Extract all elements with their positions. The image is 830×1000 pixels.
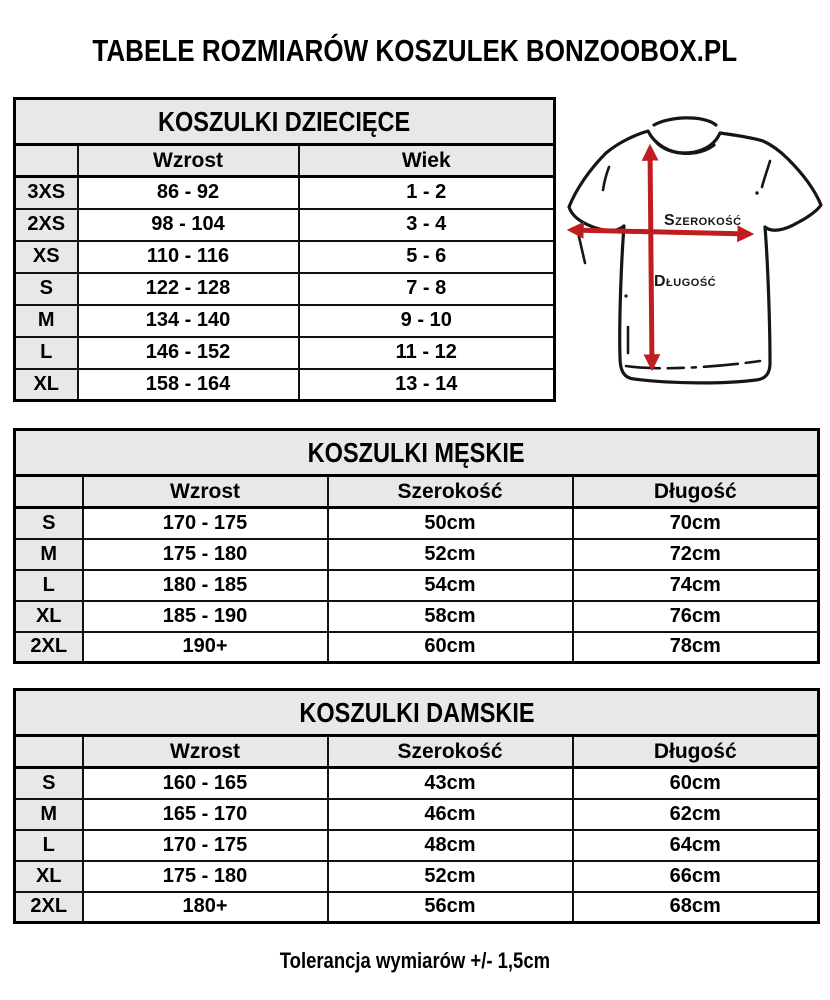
height-cell: 110 - 116 <box>78 241 299 273</box>
page-title <box>0 33 830 69</box>
height-cell: 160 - 165 <box>83 768 328 799</box>
men-col-header-width: Szerokość <box>328 476 573 508</box>
size-cell: 2XL <box>15 632 83 663</box>
women-size-table <box>13 688 820 924</box>
kids-table-title <box>15 99 555 145</box>
kids-col-header-size <box>15 145 78 177</box>
tolerance-note-text: Tolerancja wymiarów +/- 1,5cm <box>279 948 551 973</box>
age-cell: 3 - 4 <box>299 209 555 241</box>
men-size-table <box>13 428 820 664</box>
size-cell: 2XS <box>15 209 78 241</box>
height-cell: 146 - 152 <box>78 337 299 369</box>
kids-table-title-text: KOSZULKI DZIECIĘCE <box>158 105 411 137</box>
width-cell: 50cm <box>328 508 573 539</box>
length-cell: 76cm <box>573 601 819 632</box>
length-arrow-icon <box>650 148 652 367</box>
table-row <box>15 539 819 570</box>
length-cell: 68cm <box>573 892 819 923</box>
size-cell: M <box>15 539 83 570</box>
size-cell: XS <box>15 241 78 273</box>
left-sleeve-inner-line <box>577 228 585 263</box>
length-cell: 62cm <box>573 799 819 830</box>
tshirt-outline <box>569 131 821 383</box>
table-row <box>15 601 819 632</box>
height-cell: 170 - 175 <box>83 508 328 539</box>
age-cell: 13 - 14 <box>299 369 555 401</box>
width-label: Szerokość <box>664 212 742 229</box>
size-cell: M <box>15 799 83 830</box>
men-table-title-text: KOSZULKI MĘSKIE <box>308 436 525 468</box>
size-cell: S <box>15 768 83 799</box>
width-cell: 56cm <box>328 892 573 923</box>
men-col-header-length: Długość <box>573 476 819 508</box>
size-cell: 2XL <box>15 892 83 923</box>
length-cell: 64cm <box>573 830 819 861</box>
table-row <box>15 892 819 923</box>
height-cell: 158 - 164 <box>78 369 299 401</box>
width-cell: 52cm <box>328 861 573 892</box>
sketch-dot <box>755 191 758 194</box>
table-row <box>15 830 819 861</box>
women-col-header-size <box>15 736 83 768</box>
men-header-row <box>15 476 819 508</box>
size-cell: L <box>15 337 78 369</box>
table-row <box>15 632 819 663</box>
height-cell: 98 - 104 <box>78 209 299 241</box>
women-header-row <box>15 736 819 768</box>
women-table-title <box>15 690 819 736</box>
length-cell: 72cm <box>573 539 819 570</box>
height-cell: 190+ <box>83 632 328 663</box>
size-cell: S <box>15 273 78 305</box>
age-cell: 7 - 8 <box>299 273 555 305</box>
width-cell: 48cm <box>328 830 573 861</box>
men-col-header-height: Wzrost <box>83 476 328 508</box>
table-row <box>15 337 555 369</box>
table-row <box>15 177 555 209</box>
men-title-row <box>15 430 819 476</box>
height-cell: 180+ <box>83 892 328 923</box>
women-col-header-width: Szerokość <box>328 736 573 768</box>
length-cell: 74cm <box>573 570 819 601</box>
height-cell: 86 - 92 <box>78 177 299 209</box>
height-cell: 170 - 175 <box>83 830 328 861</box>
women-col-header-length: Długość <box>573 736 819 768</box>
women-col-header-height: Wzrost <box>83 736 328 768</box>
width-cell: 43cm <box>328 768 573 799</box>
length-cell: 70cm <box>573 508 819 539</box>
table-row <box>15 209 555 241</box>
width-cell: 54cm <box>328 570 573 601</box>
table-row <box>15 799 819 830</box>
table-row <box>15 570 819 601</box>
women-title-row <box>15 690 819 736</box>
height-cell: 175 - 180 <box>83 861 328 892</box>
size-cell: 3XS <box>15 177 78 209</box>
size-cell: XL <box>15 861 83 892</box>
width-cell: 52cm <box>328 539 573 570</box>
kids-header-row <box>15 145 555 177</box>
age-cell: 1 - 2 <box>299 177 555 209</box>
size-cell: M <box>15 305 78 337</box>
height-cell: 122 - 128 <box>78 273 299 305</box>
page-title-text: TABELE ROZMIARÓW KOSZULEK BONZOOBOX.PL <box>92 33 738 68</box>
height-cell: 185 - 190 <box>83 601 328 632</box>
kids-col-header-age: Wiek <box>299 145 555 177</box>
size-cell: XL <box>15 601 83 632</box>
size-cell: S <box>15 508 83 539</box>
table-row <box>15 305 555 337</box>
size-cell: XL <box>15 369 78 401</box>
tshirt-diagram <box>558 95 830 395</box>
table-row <box>15 508 819 539</box>
size-cell: L <box>15 830 83 861</box>
width-cell: 58cm <box>328 601 573 632</box>
women-table-title-text: KOSZULKI DAMSKIE <box>298 696 535 728</box>
width-cell: 46cm <box>328 799 573 830</box>
kids-col-header-height: Wzrost <box>78 145 299 177</box>
table-row <box>15 273 555 305</box>
table-row <box>15 241 555 273</box>
table-row <box>15 861 819 892</box>
width-cell: 60cm <box>328 632 573 663</box>
height-cell: 134 - 140 <box>78 305 299 337</box>
height-cell: 180 - 185 <box>83 570 328 601</box>
kids-size-table <box>13 97 556 402</box>
table-row <box>15 768 819 799</box>
men-col-header-size <box>15 476 83 508</box>
length-cell: 66cm <box>573 861 819 892</box>
height-cell: 165 - 170 <box>83 799 328 830</box>
length-cell: 78cm <box>573 632 819 663</box>
sketch-dot <box>624 294 627 297</box>
men-table-title <box>15 430 819 476</box>
age-cell: 5 - 6 <box>299 241 555 273</box>
tolerance-note <box>0 948 830 974</box>
height-cell: 175 - 180 <box>83 539 328 570</box>
length-cell: 60cm <box>573 768 819 799</box>
collar-back-line <box>654 118 716 125</box>
age-cell: 9 - 10 <box>299 305 555 337</box>
kids-title-row <box>15 99 555 145</box>
size-cell: L <box>15 570 83 601</box>
age-cell: 11 - 12 <box>299 337 555 369</box>
table-row <box>15 369 555 401</box>
length-label: Długość <box>654 273 717 290</box>
